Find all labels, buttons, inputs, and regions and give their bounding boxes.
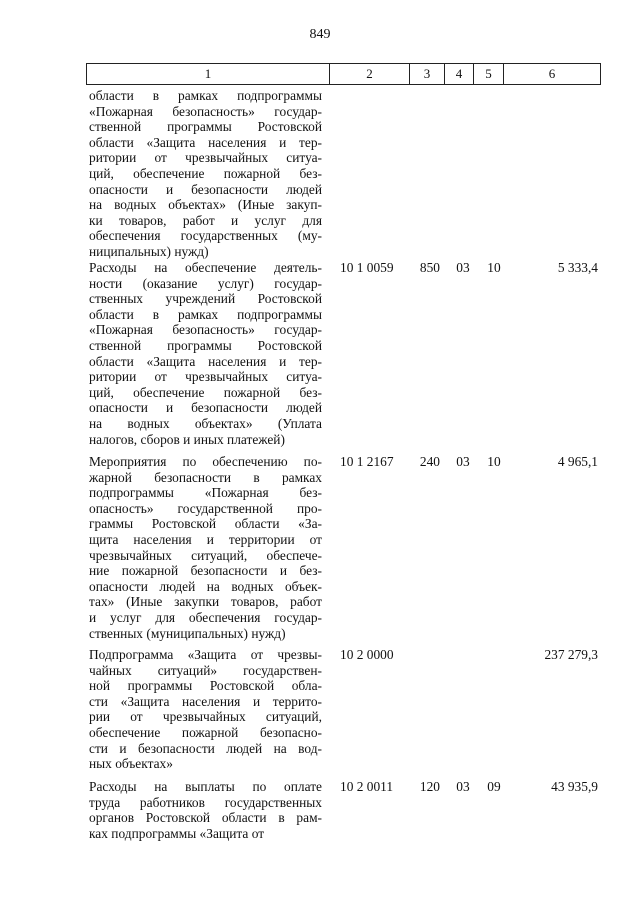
cell-amount: 43 935,9 (551, 779, 598, 794)
description-line: на водных объектах» (Иные закуп- (89, 197, 322, 213)
row-description (89, 779, 322, 841)
description-line: области в рамках подпрограммы (89, 88, 322, 103)
description-line: опасность» государственной про- (89, 500, 322, 516)
cell-expense-type: 240 (419, 454, 440, 469)
cell-expense-type: 120 (419, 779, 440, 794)
header-col-6: 6 (504, 64, 601, 85)
description-line: налогов, сборов и иных платежей) (89, 431, 285, 447)
description-line: ритории от чрезвычайных ситуа- (89, 150, 322, 166)
description-line: ственных (муниципальных) нужд) (89, 625, 286, 641)
description-line: ниципальных) нужд) (89, 243, 209, 259)
cell-target-code: 10 2 0000 (340, 647, 394, 662)
description-line: ние пожарной безопасности и без- (89, 563, 322, 579)
description-line: ственных учреждений Ростовской (89, 291, 322, 307)
description-line: ках подпрограммы «Защита от (89, 825, 265, 841)
description-line: обеспечения государственных (му- (89, 228, 322, 244)
description-line: рии от чрезвычайных ситуаций, (89, 709, 322, 725)
cell-section: 03 (456, 779, 470, 794)
description-line: опасности и безопасности людей (89, 400, 322, 416)
description-line: чрезвычайных ситуаций, обеспече- (89, 547, 322, 563)
page-number: 849 (309, 27, 331, 42)
description-line: ственной программы Ростовской (89, 337, 322, 353)
description-line: ности (оказание услуг) государ- (89, 275, 322, 291)
description-line: ственной программы Ростовской (89, 119, 322, 135)
row-description (89, 454, 322, 641)
table-header (86, 63, 601, 85)
description-line: Мероприятия по обеспечению по- (89, 454, 322, 469)
description-line: опасности людей на водных объек- (89, 578, 322, 594)
header-col-2: 2 (330, 64, 410, 85)
description-line: щита населения и территории от (89, 531, 322, 547)
header-col-3: 3 (410, 64, 445, 85)
description-line: жарной безопасности в рамках (89, 469, 322, 485)
description-line: ритории от чрезвычайных ситуа- (89, 369, 322, 385)
cell-section: 03 (456, 260, 470, 275)
description-line: на водных объектах» (Уплата (89, 415, 322, 431)
description-line: сти и безопасности людей на вод- (89, 740, 322, 756)
description-line: ций, обеспечение пожарной без- (89, 165, 322, 181)
header-col-4: 4 (445, 64, 474, 85)
description-line: области в рамках подпрограммы (89, 306, 322, 322)
header-col-5: 5 (474, 64, 504, 85)
description-line: подпрограммы «Пожарная без- (89, 485, 322, 501)
cell-target-code: 10 1 0059 (340, 260, 394, 275)
description-line: области «Защита населения и тер- (89, 353, 322, 369)
description-line: ки товаров, работ и услуг для (89, 212, 322, 228)
description-line: граммы Ростовской области «За- (89, 516, 322, 532)
description-line: ций, обеспечение пожарной без- (89, 384, 322, 400)
cell-target-code: 10 1 2167 (340, 454, 394, 469)
header-col-1: 1 (87, 64, 330, 85)
cell-subsection: 09 (487, 779, 501, 794)
cell-subsection: 10 (487, 454, 501, 469)
cell-amount: 4 965,1 (557, 454, 598, 469)
cell-subsection: 10 (487, 260, 501, 275)
description-line: ной программы Ростовской обла- (89, 678, 322, 694)
cell-amount: 237 279,3 (544, 647, 598, 662)
description-line: чайных ситуаций» государствен- (89, 662, 322, 678)
description-line: «Пожарная безопасность» государ- (89, 103, 322, 119)
cell-amount: 5 333,4 (557, 260, 598, 275)
description-line: обеспечение пожарной безопасно- (89, 724, 322, 740)
row-description (89, 260, 322, 447)
description-line: области «Защита населения и тер- (89, 134, 322, 150)
description-line: ных объектах» (89, 756, 173, 772)
description-line: Расходы на выплаты по оплате (89, 779, 322, 794)
description-line: Расходы на обеспечение деятель- (89, 260, 322, 275)
cell-target-code: 10 2 0011 (340, 779, 394, 794)
description-line: труда работников государственных (89, 794, 322, 810)
description-line: органов Ростовской области в рам- (89, 810, 322, 826)
row-description (89, 647, 322, 772)
description-line: «Пожарная безопасность» государ- (89, 322, 322, 338)
description-line: Подпрограмма «Защита от чрезвы- (89, 647, 322, 662)
description-line: опасности и безопасности людей (89, 181, 322, 197)
description-line: и услуг для обеспечения государ- (89, 609, 322, 625)
description-line: тах» (Иные закупки товаров, работ (89, 594, 322, 610)
description-line: сти «Защита населения и террито- (89, 693, 322, 709)
cell-section: 03 (456, 454, 470, 469)
row-description (89, 88, 322, 260)
cell-expense-type: 850 (419, 260, 440, 275)
